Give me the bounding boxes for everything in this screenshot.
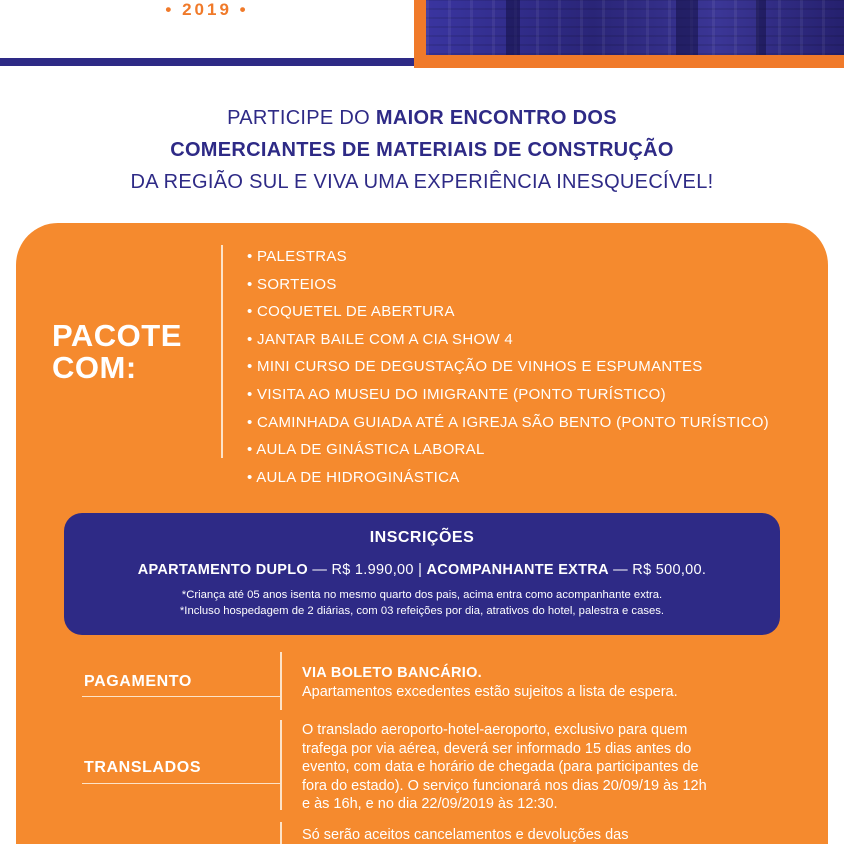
package-item: • AULA DE HIDROGINÁSTICA: [247, 464, 769, 492]
package-title-line-2: COM:: [52, 350, 137, 385]
transfers-line: evento, com data e horário de chegada (para participantes de: [302, 759, 699, 776]
package-divider: [221, 245, 223, 458]
package-title-line-1: PACOTE: [52, 318, 182, 353]
payment-text: Apartamentos excedentes estão sujeitos a lista de espera.: [302, 683, 678, 700]
package-item: • AULA DE GINÁSTICA LABORAL: [247, 436, 769, 464]
transfers-label: TRANSLADOS: [84, 759, 202, 776]
extra-companion-price: — R$ 500,00.: [608, 562, 707, 578]
intro-line-1: [0, 102, 844, 134]
payment-divider: [280, 652, 282, 710]
package-item: • SORTEIOS: [247, 271, 769, 299]
package-item: • VISITA AO MUSEU DO IMIGRANTE (PONTO TURÍSTICO): [247, 381, 769, 409]
double-room-label: APARTAMENTO DUPLO: [137, 562, 308, 578]
event-year: • 2019 •: [165, 0, 249, 19]
registration-title: INSCRIÇÕES: [369, 529, 475, 546]
package-item: • JANTAR BAILE COM A CIA SHOW 4: [247, 326, 769, 354]
package-item: • CAMINHADA GUIADA ATÉ A IGREJA SÃO BENTO (PONTO TURÍSTICO): [247, 409, 769, 437]
transfers-line: fora do estado). O serviço funcionará nos dias 20/09/19 às 12h: [302, 777, 707, 794]
payment-details: [302, 664, 782, 701]
package-item: • COQUETEL DE ABERTURA: [247, 298, 769, 326]
payment-headline: [302, 664, 782, 683]
venue-photo: [426, 0, 844, 55]
intro-line-2: [0, 134, 844, 166]
intro-line-1-bold: MAIOR ENCONTRO DOS: [375, 107, 617, 129]
registration-note-included: *Incluso hospedagem de 2 diárias, com 03 refeições por dia, atrativos do hotel, palestra e cases.: [179, 605, 665, 617]
transfers-line: O translado aeroporto-hotel-aeroporto, exclusivo para quem: [302, 722, 688, 738]
transfers-line: trafega por via aérea, deverá ser informado 15 dias antes do: [302, 740, 692, 757]
registration-note-children: *Criança até 05 anos isenta no mesmo quarto dos pais, acima entra como acompanhante extra.: [181, 589, 663, 601]
transfers-divider: [280, 720, 282, 810]
double-room-price: — R$ 1.990,00 |: [307, 562, 427, 578]
intro-text: [0, 102, 844, 198]
cancellation-divider: [280, 822, 282, 844]
payment-headline-text: VIA BOLETO BANCÁRIO.: [302, 665, 483, 681]
package-item: • PALESTRAS: [247, 243, 769, 271]
photo-building-detail: [506, 0, 520, 55]
cancellation-details: [302, 826, 782, 844]
intro-line-2-bold: COMERCIANTES DE MATERIAIS DE CONSTRUÇÃO: [170, 139, 674, 161]
transfers-label-underline: [82, 783, 280, 784]
photo-building-detail: [756, 0, 766, 55]
payment-label: PAGAMENTO: [84, 673, 192, 690]
intro-line-3: DA REGIÃO SUL E VIVA UMA EXPERIÊNCIA INESQUECÍVEL!: [130, 171, 714, 193]
banner-navy-stripe: [0, 58, 414, 66]
top-banner: [0, 0, 844, 68]
photo-building-detail: [676, 0, 698, 55]
intro-line-1-plain: PARTICIPE DO: [227, 107, 376, 129]
package-item: • MINI CURSO DE DEGUSTAÇÃO DE VINHOS E ESPUMANTES: [247, 353, 769, 381]
package-title: [52, 320, 182, 384]
payment-label-underline: [82, 696, 280, 697]
registration-prices: [64, 562, 780, 578]
cancellation-text: Só serão aceitos cancelamentos e devoluções das: [302, 827, 629, 843]
transfers-line: e às 16h, e no dia 22/09/2019 às 12:30.: [302, 796, 558, 813]
banner-left-panel: [0, 0, 414, 58]
transfers-details: [302, 721, 782, 814]
extra-companion-label: ACOMPANHANTE EXTRA: [426, 562, 609, 578]
package-items-list: [247, 243, 769, 491]
registration-box: [64, 513, 780, 635]
